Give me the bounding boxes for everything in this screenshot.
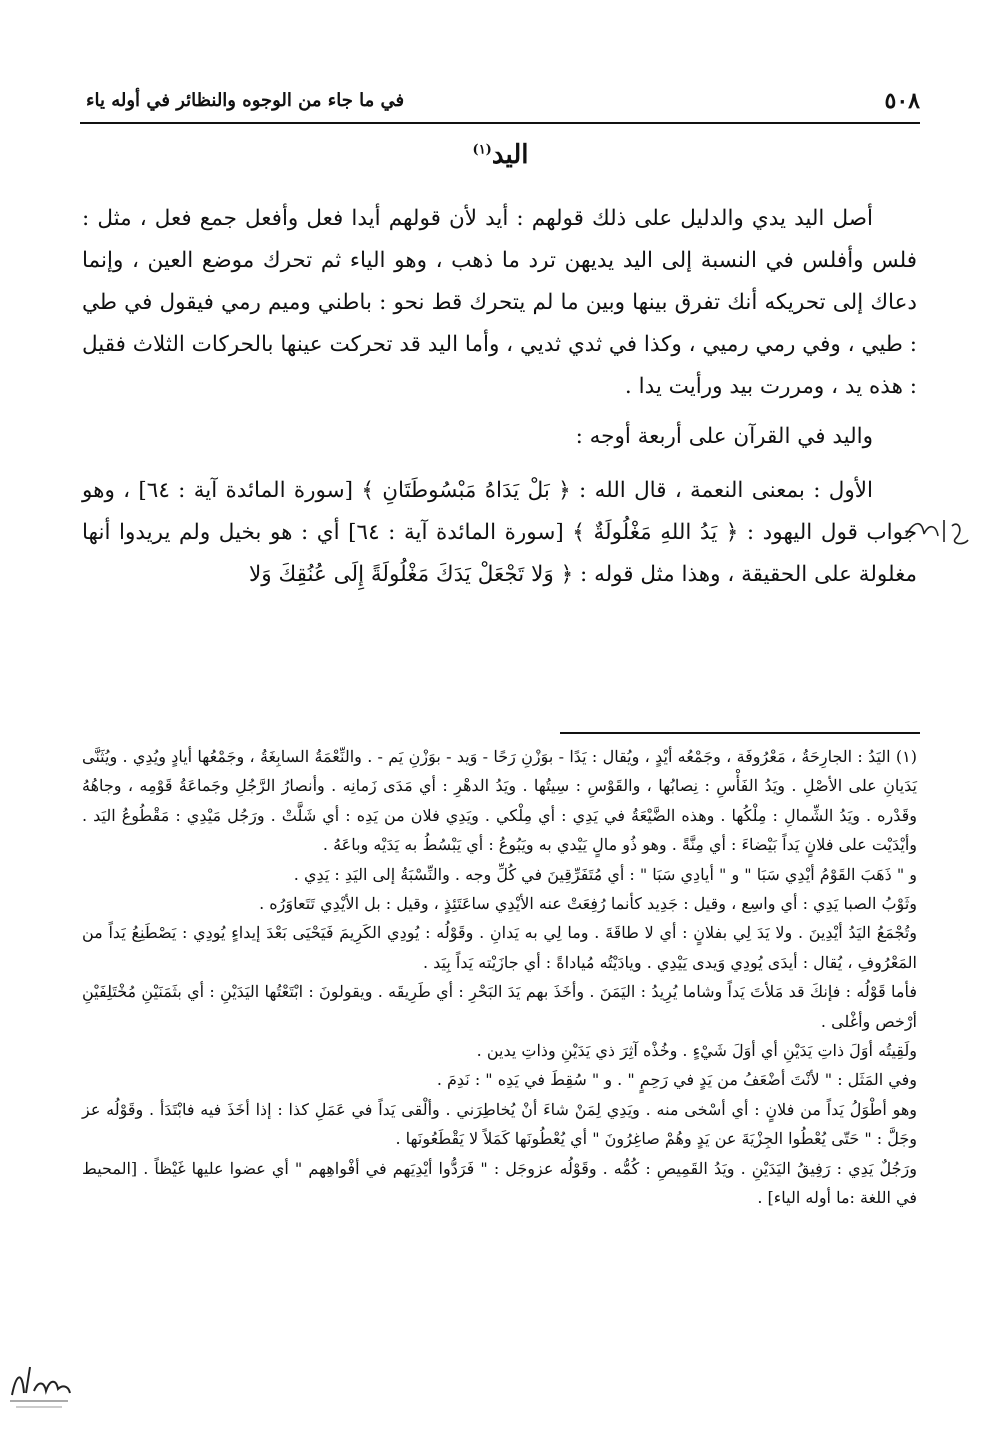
main-text	[82, 198, 917, 596]
footnote-reference: (١)	[472, 142, 492, 158]
footnote-separator	[560, 732, 920, 734]
footnote-paragraph: (١) اليَدُ : الجارِحَةُ ، مَعْرُوفَة ، وجَمْعُه أيْدٍ ، ويُقال : يَدًا - بوَزْنِ رَحًا - وَيد - بوَزْنِ يَم - . والنِّعْمَةُ السابِغَةُ ، وجَمْعُها أيادٍ ويُدِي . ويُثَنَّى يَدَيانِ على الأصْلِ . ويَدُ الفَأْسِ : نِصابُها ، والقَوْسِ : سِيتُها . ويَدُ الدهْرِ : أي مَدَى زَمانِه . وأنصارُ الرَّجُلِ وجَماعَةُ قَوْمِه ، وجاهُهُ وقَدْره . ويَدُ الشِّمالِ : مِلْكُها . وهذه الضَّيْعَةُ في يَدِي : أي مِلْكي . ويَدِي فلان من يَدِه : أي شَلَّتْ . ورَجُل مَيْدِي : مَقْطُوعُ اليَد . وأيْدَيْت على فلانٍ يَداً بَيْضاءَ : أي مِنَّةً . وهو ذُو مالٍ يَيْدي به ويَبُوعُ : أي يَبْسُطُ به يَدَيْه وباعَهُ .	[82, 747, 917, 855]
running-title: في ما جاء من الوجوه والنظائر في أوله ياء	[86, 90, 405, 111]
first-sense-paragraph: الأول : بمعنى النعمة ، قال الله : ﴿ بَلْ يَدَاهُ مَبْسُوطَتَانِ ﴾ [سورة المائدة آية : ٦٤] ، وهو جواب قول اليهود : ﴿ يَدُ اللهِ مَغْلُولَةٌ ﴾ [سورة المائدة آية : ٦٤] أي : هو بخيل ولم يريدوا أنها مغلولة على الحقيقة ، وهذا مثل قوله : ﴿ وَلا تَجْعَلْ يَدَكَ مَغْلُولَةً إِلَى عُنُقِكَ وَلا	[82, 478, 918, 587]
footnote-paragraph: ورَجُلٌ يَدِي : رَفِيقُ اليَدَيْنِ . ويَدُ القَمِيصِ : كُمُّه . وقَوْلُه عزوجَل : " فَرَدُّوا أيْدِيَهم في أفْواهِهم " أي عضوا عليها غَيْظاً . [المحيط في اللغة :ما أوله الياء] .	[82, 1158, 917, 1208]
library-logo-icon	[4, 1355, 74, 1415]
footnote-paragraph: وفي المَثَل : " لأنْتَ أضْعَفُ من يَدٍ في رَحِمٍ " . و " سُقِطَ في يَدِه " : نَدِمَ .	[436, 1070, 917, 1090]
footnote-paragraph: وهو أطْوَلُ يَداً من فلانٍ : أي أسْخى منه . ويَدِي لِمَنْ شاءَ أنْ يُخاطِرَني . وألْقى يَداً في عَمَلِ كذا : إذا أخَذَ فيه فابْتَدَأ . وقَوْلُه عز وجَلَّ : " حَتّى يُعْطُوا الجِزْيَةَ عن يَدٍ وهُمْ صاغِرُونَ " أي يُعْطُونَها كَمَلاً لا يَقْطَعُونَها .	[82, 1099, 917, 1149]
footnote-paragraph: وتُجْمَعُ اليَدُ أيْدِينَ . ولا يَدَ لِي بفلانٍ : أي لا طاقَةَ . وما لِي به يَدانِ . وقَوْلُه : يُودِي الكَرِيمَ فَيَحْيَى بَعْدَ إيداءٍ يُودِي : يَصْطَنِعُ يَداً من المَعْرُوفِ ، يُقال : أيدَى يُودِي وَيدى يَيْدِي . ويادَيْتُه مُياداةً : أي جازَيْته يَداً بِيَد .	[82, 923, 917, 972]
footnote-paragraph: ولَقِيتُه أوَلَ ذاتِ يَدَيْنِ أي أوَلَ شَيْءٍ . وخُذْه آثِرَ ذي يَدَيْنِ وذاتِ يدين .	[476, 1041, 917, 1061]
footnote-paragraph: فأما قَوْلُه : فإنكَ قد مَلأتَ يَداً وشاما يُرِيدُ : اليَمَنَ . وأخَذَ بهم يَدَ البَحْرِ : أي طَرِيقَه . ويقولونَ : ابْتَعْتُها اليَدَيْنِ : أي بثَمَنَيْنِ مُخْتَلِفَيْنِ أرْخص وأغْلى .	[82, 982, 917, 1031]
intro-line: واليد في القرآن على أربعة أوجه :	[575, 424, 873, 449]
handwritten-margin-note-icon	[900, 512, 972, 552]
footnote-paragraph: وثَوْبُ الصبا يَدِي : أي واسِع ، وقيل : جَدِيد كأنما رُفِعَتْ عنه الأيْدِي ساعَتَئِذٍ ، وقيل : بل الأيْدِي تَتَعاوَرُه .	[259, 894, 917, 914]
entry-title-text: اليد	[491, 140, 529, 170]
footnote-paragraph: و " ذَهَبَ القَوْمُ أيْدِي سَبَا " و " أيادِي سَبَا " : أي مُتَفَرِّقِينَ في كُلِّ وجه . والنِّسْبَةُ إلى اليَدِ : يَدِي .	[293, 864, 917, 884]
paragraph: أصل اليد يدي والدليل على ذلك قولهم : أيد لأن قولهم أيدا فعل وأفعل جمع فعل ، مثل : فلس وأفلس في النسبة إلى اليد يديهن ترد ما ذهب ، وهو الياء ثم تحرك موضع العين ، وإنما دعاك إلى تحريكه أنك تفرق بينها وبين ما لم يتحرك قط نحو : باطني وميم رمي فيقول في طي : طيي ، وفي رمي رميي ، وكذا في ثدي ثديي ، وأما اليد قد تحركت عينها بالحركات الثلاث فقيل : هذه يد ، ومررت بيد ورأيت يدا .	[82, 206, 917, 399]
page-header	[80, 88, 920, 124]
page-number: ٥٠٨	[884, 88, 920, 114]
footnotes	[82, 742, 917, 1213]
entry-title	[0, 140, 1001, 170]
